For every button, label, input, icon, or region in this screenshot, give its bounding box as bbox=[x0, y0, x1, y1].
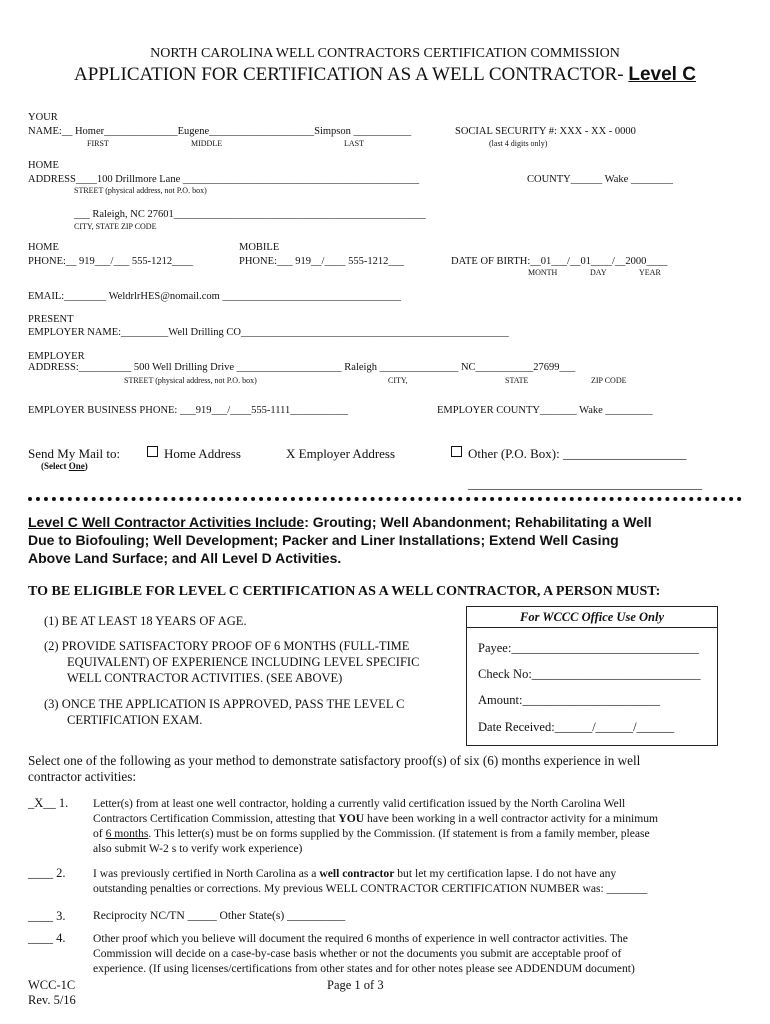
home-address-checkbox[interactable] bbox=[147, 446, 158, 457]
activities-line-3: Above Land Surface; and All Level D Activities. bbox=[28, 550, 342, 566]
your-label: YOUR bbox=[28, 112, 58, 123]
option-1-line-1: Letter(s) from at least one well contractor, holding a currently valid certification issued by the North Carolina Well bbox=[93, 797, 626, 810]
home-address-label: Home Address bbox=[164, 446, 241, 461]
employer-city-hint: CITY, bbox=[388, 376, 408, 385]
option-4-line-3: experience. (If using licenses/certifications from other states and for other notes please see ADDENDUM document) bbox=[93, 962, 635, 975]
ssn-hint: (last 4 digits only) bbox=[489, 139, 548, 148]
activities-line-2: Due to Biofouling; Well Development; Packer and Liner Installations; Extend Well Casing bbox=[28, 532, 619, 548]
employer-zip-hint: ZIP CODE bbox=[591, 376, 627, 385]
form-title-text: APPLICATION FOR CERTIFICATION AS A WELL CONTRACTOR- bbox=[74, 64, 624, 85]
option-2-mark[interactable]: ____ 2. bbox=[28, 866, 66, 880]
commission-name: NORTH CAROLINA WELL CONTRACTORS CERTIFICATION COMMISSION bbox=[150, 46, 620, 61]
requirement-3-line-1: (3) ONCE THE APPLICATION IS APPROVED, PASS THE LEVEL C bbox=[44, 697, 405, 711]
amount-field: Amount:______________________ bbox=[478, 693, 660, 707]
date-received-field: Date Received:______/______/______ bbox=[478, 720, 675, 734]
present-label: PRESENT bbox=[28, 314, 74, 325]
city-state-zip-field[interactable]: ___ Raleigh, NC 27601________________________________________________ bbox=[74, 209, 426, 220]
option-2-l1a: I was previously certified in North Carolina as a bbox=[93, 867, 320, 880]
select-one-text: One bbox=[68, 461, 85, 471]
option-1-you: YOU bbox=[338, 812, 365, 825]
mail-employer-option[interactable]: X Employer Address bbox=[286, 446, 396, 461]
option-1-line-3 bbox=[93, 826, 658, 841]
requirement-2-line-3: WELL CONTRACTOR ACTIVITIES. (SEE ABOVE) bbox=[67, 671, 343, 685]
option-1-l3c: . This letter(s) must be on forms supplied by the Commission. (If statement is from a family member, please bbox=[148, 827, 650, 840]
other-po-box-field: Other (P.O. Box): ___________________ bbox=[468, 446, 687, 461]
option-1-l2c: have been working in a well contractor activity for a minimum bbox=[364, 812, 659, 825]
form-number: WCC-1C bbox=[28, 978, 76, 992]
revision: Rev. 5/16 bbox=[28, 993, 76, 1007]
payee-field: Payee:______________________________ bbox=[478, 641, 699, 655]
check-no-field: Check No:___________________________ bbox=[478, 667, 701, 681]
first-hint: FIRST bbox=[87, 139, 109, 148]
ssn-field[interactable]: SOCIAL SECURITY #: XXX - XX - 0000 bbox=[455, 126, 636, 137]
form-title bbox=[0, 64, 770, 86]
option-2-text bbox=[93, 866, 647, 896]
option-1-mark[interactable]: _X__ 1. bbox=[28, 796, 69, 810]
eligibility-heading: TO BE ELIGIBLE FOR LEVEL C CERTIFICATION AS A WELL CONTRACTOR, A PERSON MUST: bbox=[28, 584, 661, 599]
office-use-box bbox=[466, 606, 718, 746]
other-po-box-line2[interactable]: ____________________________________ bbox=[468, 476, 702, 491]
option-2-line-1 bbox=[93, 866, 647, 881]
send-mail-label: Send My Mail to: bbox=[28, 446, 121, 461]
option-1-line-2 bbox=[93, 811, 658, 826]
city-state-zip-hint: CITY, STATE ZIP CODE bbox=[74, 222, 157, 231]
home-phone-field[interactable]: PHONE:__ 919___/___ 555-1212____ bbox=[28, 256, 194, 267]
page-number: Page 1 of 3 bbox=[327, 978, 384, 992]
applicant-name-field[interactable]: NAME:__ Homer______________Eugene____________________Simpson ___________ bbox=[28, 126, 412, 137]
other-checkbox[interactable] bbox=[451, 446, 462, 457]
proof-intro-line-1: Select one of the following as your method to demonstrate satisfactory proof(s) of six (6) months experience in well bbox=[28, 753, 641, 768]
last-hint: LAST bbox=[344, 139, 364, 148]
option-1-l3a: of bbox=[93, 827, 106, 840]
level-label: Level C bbox=[628, 64, 696, 85]
dotted-divider bbox=[28, 497, 742, 501]
option-1-six-months: 6 months bbox=[105, 827, 149, 840]
month-hint: MONTH bbox=[528, 268, 558, 277]
option-1-line-4: also submit W-2 s to verify work experience) bbox=[93, 842, 303, 855]
requirement-2-line-1: (2) PROVIDE SATISFACTORY PROOF OF 6 MONTHS (FULL-TIME bbox=[44, 639, 410, 653]
activities-line-1 bbox=[28, 514, 652, 530]
office-use-header: For WCCC Office Use Only bbox=[467, 607, 717, 628]
year-hint: YEAR bbox=[639, 268, 661, 277]
option-2-l1c: but let my certification lapse. I do not have any bbox=[394, 867, 617, 880]
mobile-label: MOBILE bbox=[239, 242, 280, 253]
employer-street-hint: STREET (physical address, not P.O. box) bbox=[124, 376, 257, 385]
requirement-3-line-2: CERTIFICATION EXAM. bbox=[67, 713, 203, 727]
mail-home-option[interactable] bbox=[147, 446, 241, 462]
employer-address-field[interactable]: ADDRESS:__________ 500 Well Drilling Drive ____________________ Raleigh _______________ NC___________27699___ bbox=[28, 362, 576, 373]
middle-hint: MIDDLE bbox=[191, 139, 223, 148]
employer-county-field[interactable]: EMPLOYER COUNTY_______ Wake _________ bbox=[437, 405, 653, 416]
select-text: (Select bbox=[41, 461, 69, 471]
option-1-l2a: Contractors Certification Commission, attesting that bbox=[93, 812, 339, 825]
option-4-line-2: Commission will decide on a case-by-case basis whether or not the documents you submit are acceptable proof of bbox=[93, 947, 622, 960]
proof-intro bbox=[28, 753, 748, 785]
option-3-mark[interactable]: ____ 3. bbox=[28, 909, 66, 923]
mail-other-option[interactable] bbox=[451, 446, 686, 462]
home-label: HOME bbox=[28, 160, 59, 171]
email-field[interactable]: EMAIL:________ WeldrlrHES@nomail.com __________________________________ bbox=[28, 291, 401, 302]
proof-intro-line-2: contractor activities: bbox=[28, 769, 137, 784]
option-2-well-contractor: well contractor bbox=[319, 867, 395, 880]
option-4-mark[interactable]: ____ 4. bbox=[28, 931, 66, 945]
option-4-line-1: Other proof which you believe will document the required 6 months of experience in well contractor activities. The bbox=[93, 932, 628, 945]
select-one-note bbox=[41, 461, 88, 471]
county-field[interactable]: COUNTY______ Wake ________ bbox=[527, 174, 673, 185]
activities-lead: Level C Well Contractor Activities Include bbox=[28, 514, 305, 530]
employer-name-field[interactable]: EMPLOYER NAME:_________Well Drilling CO___________________________________________________ bbox=[28, 327, 509, 338]
option-3-text: Reciprocity NC/TN _____ Other State(s) __________ bbox=[93, 909, 346, 922]
option-4-text bbox=[93, 931, 635, 976]
employer-phone-field[interactable]: EMPLOYER BUSINESS PHONE: ___919___/____555-1111___________ bbox=[28, 405, 348, 416]
date-of-birth-field[interactable]: DATE OF BIRTH:__01___/__01____/__2000____ bbox=[451, 256, 668, 267]
mobile-phone-field[interactable]: PHONE:___ 919__/____ 555-1212___ bbox=[239, 256, 405, 267]
activities-text-1: : Grouting; Well Abandonment; Rehabilitating a Well bbox=[304, 514, 652, 530]
employer-label: EMPLOYER bbox=[28, 351, 85, 362]
requirement-2-line-2: EQUIVALENT) OF EXPERIENCE INCLUDING LEVEL SPECIFIC bbox=[67, 655, 420, 669]
option-2-line-2: outstanding penalties or corrections. My previous WELL CONTRACTOR CERTIFICATION NUMBER was: _______ bbox=[93, 882, 648, 895]
option-1-text bbox=[93, 796, 658, 856]
day-hint: DAY bbox=[590, 268, 607, 277]
requirement-1: (1) BE AT LEAST 18 YEARS OF AGE. bbox=[44, 614, 247, 628]
select-close: ) bbox=[84, 461, 88, 471]
home-address-field[interactable]: ADDRESS____100 Drillmore Lane _____________________________________________ bbox=[28, 174, 420, 185]
street-hint: STREET (physical address, not P.O. box) bbox=[74, 186, 207, 195]
home-phone-label: HOME bbox=[28, 242, 59, 253]
employer-state-hint: STATE bbox=[505, 376, 529, 385]
